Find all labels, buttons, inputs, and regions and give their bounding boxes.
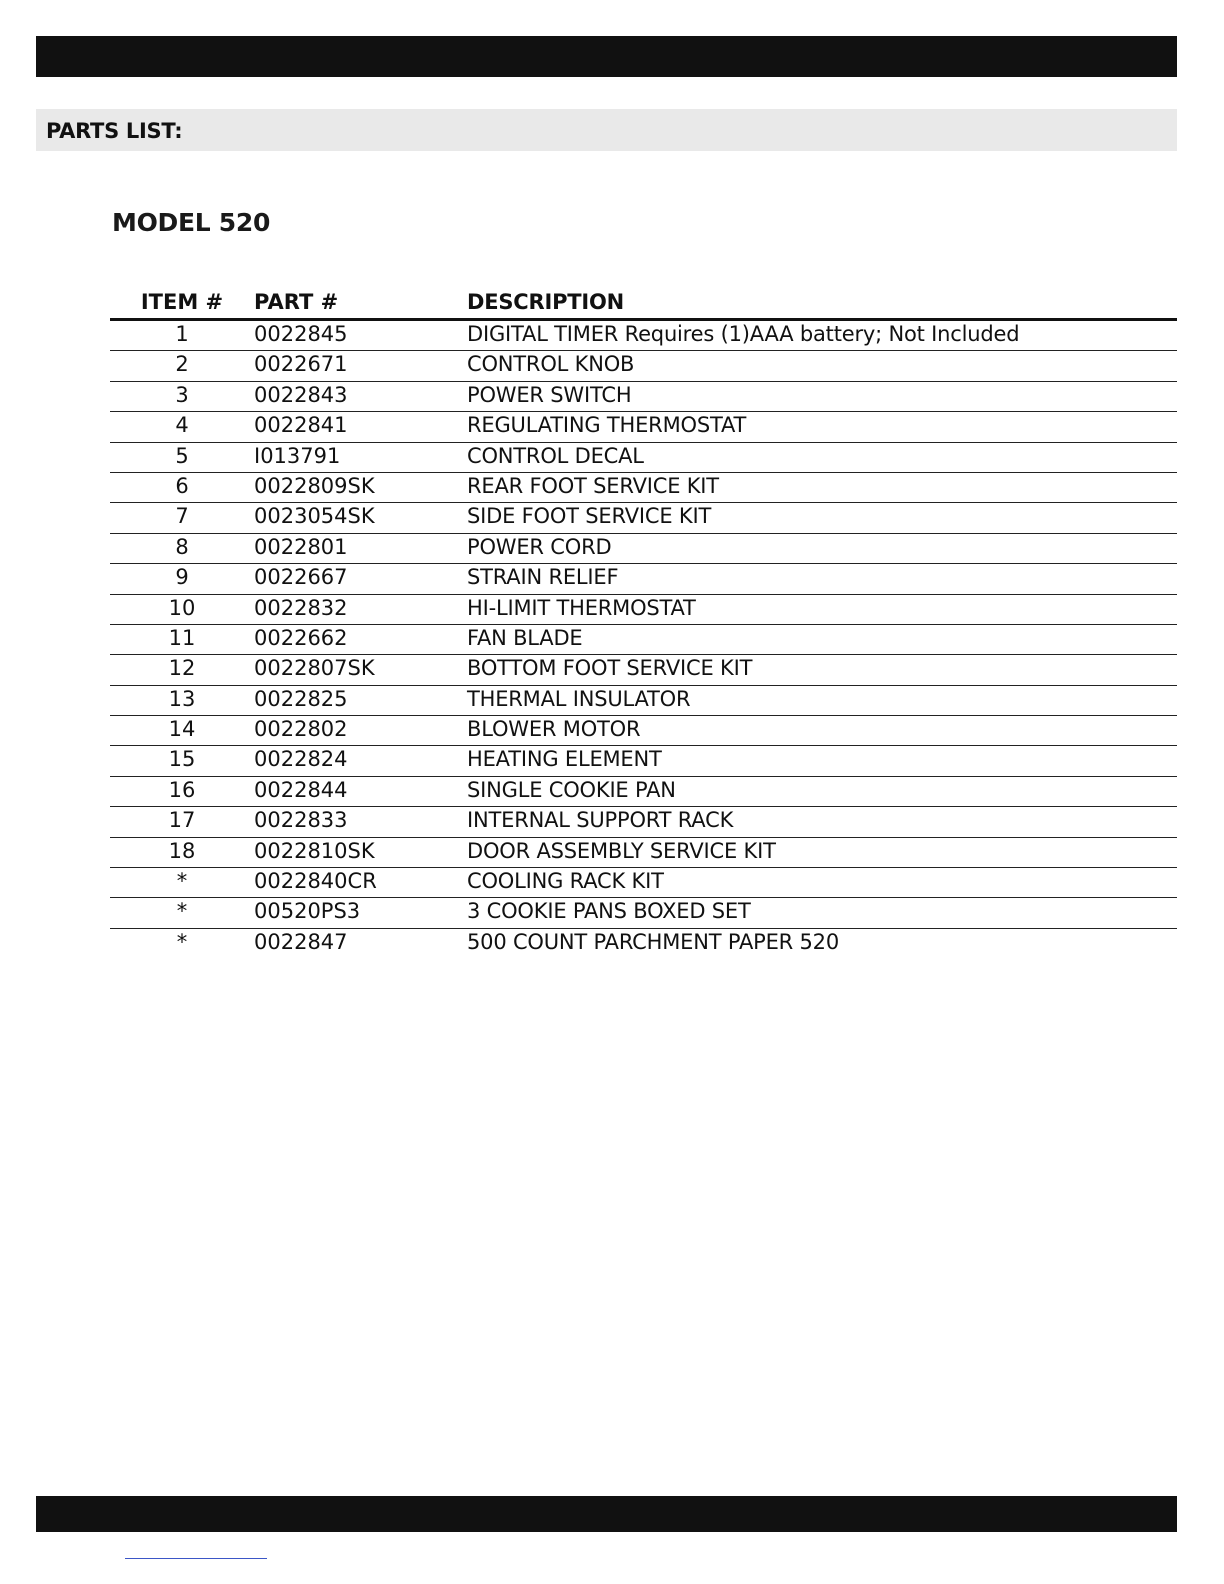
- row-description: INTERNAL SUPPORT RACK: [467, 808, 734, 833]
- table-row: [110, 412, 1177, 442]
- table-row: [110, 443, 1177, 473]
- table-row: [110, 807, 1177, 837]
- table-row: [110, 716, 1177, 746]
- table-header: [110, 287, 1177, 321]
- table-row: [110, 929, 1177, 958]
- row-item: 9: [175, 565, 189, 590]
- row-item: 12: [168, 656, 196, 681]
- table-row: [110, 777, 1177, 807]
- table-row: [110, 838, 1177, 868]
- model-title: MODEL 520: [112, 208, 271, 237]
- row-part-number: 0022802: [254, 717, 348, 742]
- row-part-number: 0022825: [254, 686, 348, 711]
- row-item: *: [176, 869, 188, 894]
- row-part-number: 0022671: [254, 352, 348, 377]
- row-part-number: 0022841: [254, 413, 348, 438]
- table-row: [110, 746, 1177, 776]
- table-body: [110, 321, 1177, 958]
- row-description: DOOR ASSEMBLY SERVICE KIT: [467, 838, 776, 863]
- table-row: [110, 898, 1177, 928]
- table-row: [110, 321, 1177, 351]
- row-item: 3: [175, 382, 189, 407]
- row-description: CONTROL DECAL: [467, 443, 644, 468]
- table-row: [110, 625, 1177, 655]
- row-item: 1: [175, 322, 189, 346]
- section-header-band: [36, 109, 1177, 151]
- row-description: REGULATING THERMOSTAT: [467, 413, 747, 438]
- footer-link-underline: [125, 1558, 267, 1559]
- row-item: 8: [175, 534, 189, 559]
- row-description: BLOWER MOTOR: [467, 717, 641, 742]
- header-part: PART #: [254, 290, 339, 314]
- row-part-number: 0022810SK: [254, 838, 375, 863]
- table-row: [110, 534, 1177, 564]
- row-description: HI-LIMIT THERMOSTAT: [467, 595, 696, 620]
- row-item: 13: [168, 686, 196, 711]
- row-part-number: 0022832: [254, 595, 348, 620]
- row-description: STRAIN RELIEF: [467, 565, 619, 590]
- row-description: 3 COOKIE PANS BOXED SET: [467, 899, 751, 924]
- row-item: *: [176, 929, 188, 954]
- table-row: [110, 382, 1177, 412]
- row-description: DIGITAL TIMER Requires (1)AAA battery; Not Included: [467, 322, 1020, 346]
- row-item: 16: [168, 777, 196, 802]
- row-part-number: 0022667: [254, 565, 348, 590]
- row-description: POWER SWITCH: [467, 382, 632, 407]
- row-description: FAN BLADE: [467, 625, 583, 650]
- table-row: [110, 595, 1177, 625]
- row-description: THERMAL INSULATOR: [467, 686, 691, 711]
- row-description: REAR FOOT SERVICE KIT: [467, 473, 719, 498]
- row-item: 18: [168, 838, 196, 863]
- row-part-number: 0022807SK: [254, 656, 375, 681]
- row-item: 11: [168, 625, 196, 650]
- row-item: 14: [168, 717, 196, 742]
- row-part-number: 0022662: [254, 625, 348, 650]
- bottom-footer-bar: [36, 1496, 1177, 1532]
- row-part-number: 0022847: [254, 929, 348, 954]
- row-description: SINGLE COOKIE PAN: [467, 777, 676, 802]
- row-part-number: 0022833: [254, 808, 348, 833]
- row-item: 2: [175, 352, 189, 377]
- table-row: [110, 503, 1177, 533]
- table-row: [110, 351, 1177, 381]
- row-part-number: 0022844: [254, 777, 348, 802]
- row-item: 10: [168, 595, 196, 620]
- section-title: PARTS LIST:: [46, 119, 183, 143]
- row-part-number: 0022843: [254, 382, 348, 407]
- table-row: [110, 564, 1177, 594]
- row-description: 500 COUNT PARCHMENT PAPER 520: [467, 929, 839, 954]
- row-item: 7: [175, 504, 189, 529]
- row-part-number: 0023054SK: [254, 504, 375, 529]
- row-description: HEATING ELEMENT: [467, 747, 662, 772]
- row-part-number: 0022801: [254, 534, 348, 559]
- top-header-bar: [36, 36, 1177, 77]
- row-item: 6: [175, 473, 189, 498]
- row-description: POWER CORD: [467, 534, 612, 559]
- row-part-number: 0022845: [254, 322, 348, 346]
- row-item: 4: [175, 413, 189, 438]
- row-item: 15: [168, 747, 196, 772]
- row-description: SIDE FOOT SERVICE KIT: [467, 504, 712, 529]
- row-part-number: 0022840CR: [254, 869, 377, 894]
- row-part-number: 0022824: [254, 747, 348, 772]
- row-description: COOLING RACK KIT: [467, 869, 664, 894]
- row-description: CONTROL KNOB: [467, 352, 635, 377]
- row-part-number: 0022809SK: [254, 473, 375, 498]
- table-row: [110, 868, 1177, 898]
- header-description: DESCRIPTION: [467, 290, 625, 314]
- row-part-number: I013791: [254, 443, 341, 468]
- row-part-number: 00520PS3: [254, 899, 361, 924]
- row-item: 17: [168, 808, 196, 833]
- row-item: *: [176, 899, 188, 924]
- row-description: BOTTOM FOOT SERVICE KIT: [467, 656, 753, 681]
- row-item: 5: [175, 443, 189, 468]
- parts-table: [110, 287, 1177, 958]
- header-item: ITEM #: [140, 290, 224, 314]
- table-row: [110, 686, 1177, 716]
- table-row: [110, 473, 1177, 503]
- table-row: [110, 655, 1177, 685]
